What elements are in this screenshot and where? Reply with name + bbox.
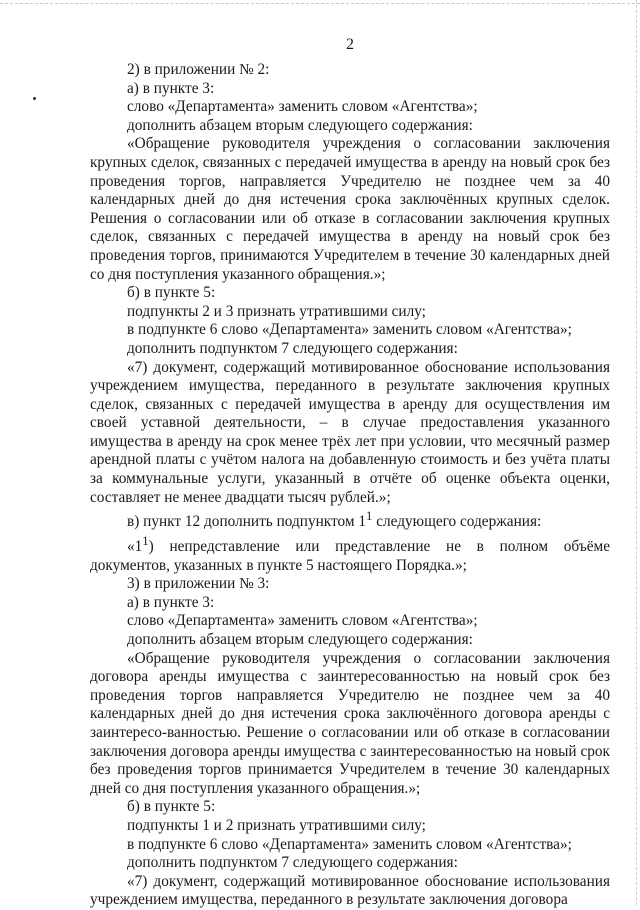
superscript: 1: [366, 509, 373, 524]
scan-speck: [33, 97, 36, 100]
paragraph: «7) документ, содержащий мотивированное обоснование использования учреждением имущества, переданного в результате заключения крупных сделок, связанных с передачей имущества в аренду для осуществления им своей уставной деятельности, – в случае предоставления указанного имущества в аренду на срок менее трёх лет при условии, что месячный размер арендной платы с учётом налога на добавленную стоимость и без учёта платы за коммунальные услуги, указанный в отчёте об оценке объекта оценки, составляет не менее двадцати тысяч рублей.»;: [90, 358, 610, 506]
paragraph: подпункты 2 и 3 признать утратившими силу;: [127, 302, 426, 320]
paragraph: подпункты 1 и 2 признать утратившими силу;: [127, 816, 426, 834]
scan-edge-top: [0, 3, 640, 4]
scan-edge-right: [636, 0, 637, 905]
paragraph: [90, 507, 610, 532]
paragraph: [90, 532, 610, 575]
paragraph-text: «1: [127, 538, 143, 556]
paragraph: дополнить абзацем вторым следующего содержания:: [127, 631, 473, 648]
document-body: [90, 61, 610, 910]
superscript: 1: [142, 533, 149, 548]
paragraph: слово «Департамента» заменить словом «Агентства»;: [127, 612, 478, 630]
paragraph: 2) в приложении № 2:: [127, 61, 270, 78]
paragraph: дополнить подпунктом 7 следующего содержания:: [127, 339, 458, 357]
paragraph-text: в) пункт 12 дополнить подпунктом 1: [127, 513, 366, 531]
paragraph: «7) документ, содержащий мотивированное обоснование использования учреждением имущества, переданного в результате заключения договора: [90, 872, 610, 909]
paragraph: слово «Департамента» заменить словом «Агентства»;: [127, 98, 478, 116]
paragraph: в подпункте 6 слово «Департамента» заменить словом «Агентства»;: [127, 835, 572, 853]
paragraph-text: следующего содержания:: [372, 513, 542, 531]
paragraph: а) в пункте 3:: [127, 593, 215, 611]
paragraph: «Обращение руководителя учреждения о согласовании заключения крупных сделок, связанных с передачей имущества в аренду на новый срок без проведения торгов, направляется Учредителю не позднее чем за 40 календарных дней до дня истечения срока заключённых крупных сделок. Решения о согласовании или об отказе в согласовании заключения крупных сделок, связанных с передачей имущества в аренду на новый срок без проведения торгов, принимаются Учредителем в течение 30 календарных дней со дня поступления указанного обращения.»;: [90, 135, 610, 283]
page-number: 2: [346, 36, 354, 53]
paragraph: а) в пункте 3:: [127, 79, 215, 97]
paragraph-text: ) непредставление или представление не в полном объёме документов, указанных в пункте 5 настоящего Порядка.»;: [90, 538, 610, 574]
paragraph: дополнить подпунктом 7 следующего содержания:: [127, 854, 458, 872]
paragraph: в подпункте 6 слово «Департамента» заменить словом «Агентства»;: [127, 321, 572, 339]
paragraph: 3) в приложении № 3:: [127, 575, 270, 593]
paragraph: б) в пункте 5:: [127, 284, 216, 302]
paragraph: дополнить абзацем вторым следующего содержания:: [127, 116, 473, 134]
paragraph: б) в пункте 5:: [127, 798, 216, 816]
paragraph: «Обращение руководителя учреждения о согласовании заключения договора аренды имущества с заинтересованностью на новый срок без проведения торгов направляется Учредителю не позднее чем за 40 календарных дней до дня истечения срока заключённого договора аренды с заинтересо-ванностью. Решение о согласовании или об отказе в согласовании заключения договора аренды имущества с заинтересованностью на новый срок без проведения торгов принимается Учредителем в течение 30 календарных дней со дня поступления указанного обращения.»;: [90, 649, 610, 797]
